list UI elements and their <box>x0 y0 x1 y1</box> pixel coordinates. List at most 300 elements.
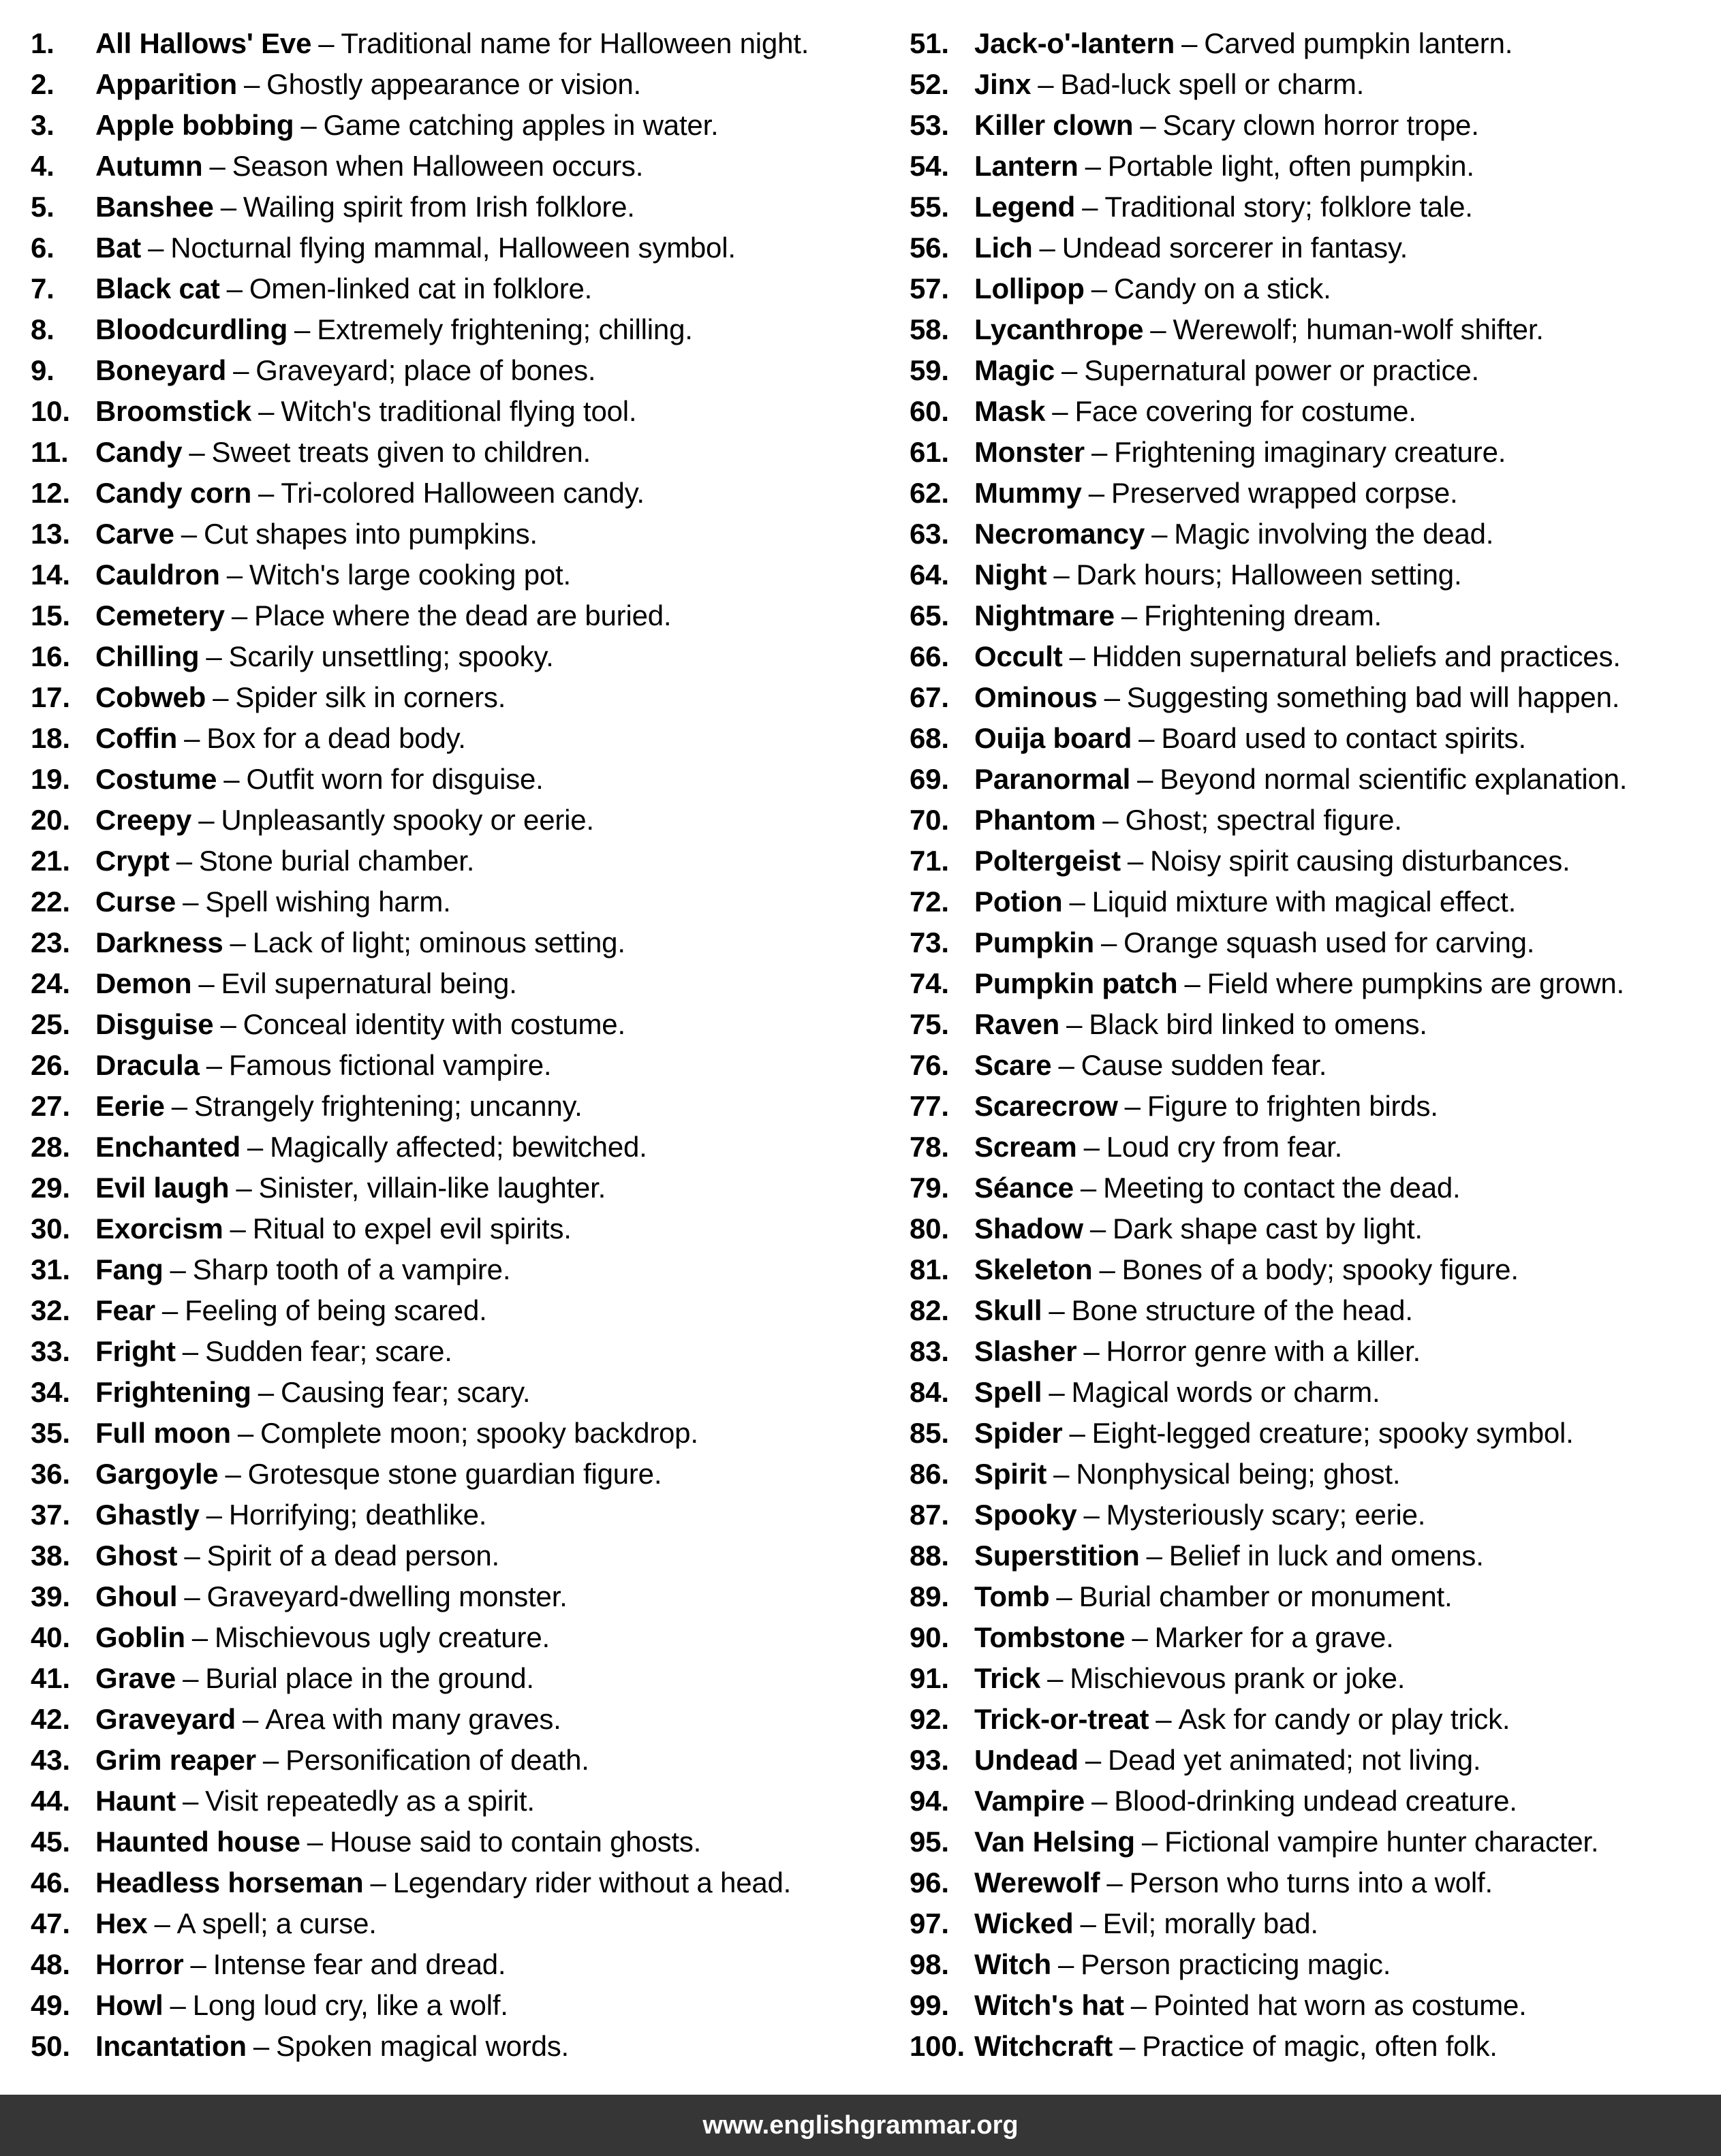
item-number: 6. <box>31 232 55 264</box>
item-number: 31. <box>31 1253 70 1285</box>
item-separator: – <box>1137 763 1153 795</box>
item-number: 70. <box>910 804 949 836</box>
item-number: 89. <box>910 1580 949 1612</box>
item-definition: Outfit worn for disguise. <box>246 763 544 795</box>
item-term: Monster <box>974 436 1085 468</box>
item-term: Graveyard <box>95 1703 236 1735</box>
item-separator: – <box>198 804 215 836</box>
item-term: Spider <box>974 1417 1063 1449</box>
item-term: Enchanted <box>95 1131 241 1163</box>
list-item <box>910 23 1721 64</box>
list-item <box>910 677 1721 718</box>
item-definition: Extremely frightening; chilling. <box>317 313 693 345</box>
item-term: Cauldron <box>95 559 220 591</box>
item-term: Poltergeist <box>974 845 1121 877</box>
item-number: 81. <box>910 1253 949 1285</box>
item-number: 88. <box>910 1540 949 1572</box>
list-item <box>910 1944 1721 1985</box>
item-separator: – <box>1085 150 1101 182</box>
list-item <box>31 350 910 391</box>
item-definition: Sinister, villain-like laughter. <box>258 1172 606 1204</box>
item-term: Costume <box>95 763 217 795</box>
item-term: Candy <box>95 436 183 468</box>
item-definition: Scary clown horror trope. <box>1162 109 1479 141</box>
item-separator: – <box>183 886 199 918</box>
item-separator: – <box>258 477 275 509</box>
item-number: 83. <box>910 1335 949 1367</box>
item-separator: – <box>1091 1785 1108 1817</box>
item-separator: – <box>236 1172 252 1204</box>
item-separator: – <box>1057 1948 1074 1980</box>
item-separator: – <box>1088 477 1104 509</box>
item-term: Ghost <box>95 1540 178 1572</box>
item-term: Incantation <box>95 2030 247 2062</box>
item-term: Fear <box>95 1294 155 1326</box>
list-item <box>910 718 1721 759</box>
item-definition: Undead sorcerer in fantasy. <box>1061 232 1408 264</box>
list-item <box>910 759 1721 800</box>
item-separator: – <box>1047 1662 1064 1694</box>
item-number: 25. <box>31 1008 70 1040</box>
list-item <box>910 1495 1721 1535</box>
list-item <box>31 1699 910 1740</box>
item-definition: Horror genre with a killer. <box>1106 1335 1421 1367</box>
item-definition: Box for a dead body. <box>206 722 466 754</box>
item-term: Gargoyle <box>95 1458 219 1490</box>
item-definition: Bone structure of the head. <box>1071 1294 1413 1326</box>
item-separator: – <box>237 1417 253 1449</box>
word-list-column-left <box>31 23 910 2067</box>
list-item <box>31 1454 910 1495</box>
item-number: 26. <box>31 1049 70 1081</box>
item-definition: Horrifying; deathlike. <box>228 1499 487 1531</box>
item-definition: Field where pumpkins are grown. <box>1207 967 1625 999</box>
list-item <box>910 64 1721 105</box>
item-definition: Sharp tooth of a vampire. <box>192 1253 511 1285</box>
item-number: 10. <box>31 395 70 427</box>
item-separator: – <box>1100 926 1117 958</box>
item-number: 15. <box>31 599 70 631</box>
item-separator: – <box>181 518 197 550</box>
item-definition: Burial chamber or monument. <box>1079 1580 1453 1612</box>
list-item <box>31 1249 910 1290</box>
item-definition: Tri-colored Halloween candy. <box>281 477 645 509</box>
item-term: Mask <box>974 395 1046 427</box>
item-number: 50. <box>31 2030 70 2062</box>
item-term: Chilling <box>95 640 200 672</box>
item-definition: Black bird linked to omens. <box>1089 1008 1427 1040</box>
item-separator: – <box>1049 1294 1065 1326</box>
item-number: 29. <box>31 1172 70 1204</box>
item-term: Grim reaper <box>95 1744 256 1776</box>
item-separator: – <box>1058 1049 1074 1081</box>
item-separator: – <box>161 1294 179 1326</box>
item-separator: – <box>230 1213 246 1245</box>
item-separator: – <box>294 313 311 345</box>
item-number: 54. <box>910 150 949 182</box>
item-separator: – <box>184 1540 200 1572</box>
list-item <box>910 963 1721 1004</box>
item-separator: – <box>1083 1131 1100 1163</box>
list-item <box>910 473 1721 514</box>
item-definition: Person who turns into a wolf. <box>1129 1866 1493 1899</box>
item-term: Hex <box>95 1907 148 1939</box>
item-term: Scare <box>974 1049 1052 1081</box>
item-term: Carve <box>95 518 174 550</box>
footer-website-link[interactable]: www.englishgrammar.org <box>702 2110 1019 2140</box>
item-number: 32. <box>31 1294 70 1326</box>
item-term: Dracula <box>95 1049 200 1081</box>
item-number: 99. <box>910 1989 949 2021</box>
list-item <box>31 1658 910 1699</box>
item-number: 23. <box>31 926 70 958</box>
item-separator: – <box>1085 1744 1101 1776</box>
item-definition: Long loud cry, like a wolf. <box>192 1989 508 2021</box>
item-separator: – <box>1066 1008 1083 1040</box>
item-definition: Omen-linked cat in folklore. <box>249 272 593 304</box>
item-number: 82. <box>910 1294 949 1326</box>
item-separator: – <box>1104 681 1120 713</box>
list-item <box>31 1822 910 1862</box>
item-separator: – <box>247 1131 264 1163</box>
item-separator: – <box>170 1253 186 1285</box>
item-number: 51. <box>910 27 949 59</box>
item-term: Cobweb <box>95 681 206 713</box>
item-number: 79. <box>910 1172 949 1204</box>
item-separator: – <box>223 763 240 795</box>
list-item <box>31 718 910 759</box>
item-definition: Wailing spirit from Irish folklore. <box>243 191 635 223</box>
item-separator: – <box>184 722 200 754</box>
list-item <box>910 1740 1721 1781</box>
item-separator: – <box>1053 559 1070 591</box>
list-item <box>910 1617 1721 1658</box>
item-term: Headless horseman <box>95 1866 364 1899</box>
item-definition: Season when Halloween occurs. <box>232 150 644 182</box>
item-number: 91. <box>910 1662 949 1694</box>
item-term: Raven <box>974 1008 1060 1040</box>
item-definition: Suggesting something bad will happen. <box>1126 681 1620 713</box>
item-term: Bloodcurdling <box>95 313 288 345</box>
item-definition: Noisy spirit causing disturbances. <box>1150 845 1570 877</box>
item-definition: Fictional vampire hunter character. <box>1164 1826 1599 1858</box>
item-definition: Loud cry from fear. <box>1106 1131 1343 1163</box>
item-definition: Sweet treats given to children. <box>211 436 591 468</box>
list-item <box>31 1086 910 1127</box>
item-term: Potion <box>974 886 1063 918</box>
list-item <box>31 759 910 800</box>
item-number: 85. <box>910 1417 949 1449</box>
list-item <box>31 1331 910 1372</box>
item-number: 39. <box>31 1580 70 1612</box>
item-term: Eerie <box>95 1090 165 1122</box>
item-number: 40. <box>31 1621 70 1653</box>
item-definition: Ritual to expel evil spirits. <box>252 1213 572 1245</box>
item-definition: Feeling of being scared. <box>185 1294 487 1326</box>
item-term: Apple bobbing <box>95 109 294 141</box>
item-term: Bat <box>95 232 142 264</box>
item-term: Paranormal <box>974 763 1131 795</box>
list-item <box>910 1413 1721 1454</box>
item-definition: Game catching apples in water. <box>323 109 719 141</box>
item-number: 21. <box>31 845 70 877</box>
list-item <box>910 1781 1721 1822</box>
item-separator: – <box>1053 1458 1070 1490</box>
item-separator: – <box>189 436 205 468</box>
item-definition: Person practicing magic. <box>1081 1948 1391 1980</box>
item-term: Curse <box>95 886 176 918</box>
item-number: 18. <box>31 722 70 754</box>
item-term: Séance <box>974 1172 1074 1204</box>
item-separator: – <box>1052 395 1068 427</box>
item-term: Shadow <box>974 1213 1083 1245</box>
item-number: 7. <box>31 272 55 304</box>
list-item <box>910 922 1721 963</box>
list-item <box>910 1249 1721 1290</box>
word-list-column-right <box>910 23 1721 2067</box>
item-definition: Conceal identity with costume. <box>243 1008 625 1040</box>
item-term: Mummy <box>974 477 1082 509</box>
item-term: Howl <box>95 1989 164 2021</box>
item-definition: Meeting to contact the dead. <box>1103 1172 1461 1204</box>
list-item <box>910 105 1721 146</box>
list-item <box>31 1208 910 1249</box>
item-number: 97. <box>910 1907 949 1939</box>
item-term: Banshee <box>95 191 214 223</box>
item-definition: Witch's large cooking pot. <box>249 559 571 591</box>
item-number: 43. <box>31 1744 70 1776</box>
item-definition: Mysteriously scary; eerie. <box>1106 1499 1426 1531</box>
item-number: 76. <box>910 1049 949 1081</box>
item-definition: Ghostly appearance or vision. <box>266 68 641 100</box>
item-separator: – <box>1146 1540 1162 1572</box>
item-number: 93. <box>910 1744 949 1776</box>
item-definition: Causing fear; scary. <box>280 1376 531 1408</box>
list-item <box>910 1004 1721 1045</box>
item-number: 5. <box>31 191 55 223</box>
item-number: 73. <box>910 926 949 958</box>
item-separator: – <box>1083 1335 1100 1367</box>
item-term: Cemetery <box>95 599 225 631</box>
item-term: Creepy <box>95 804 192 836</box>
item-definition: Legendary rider without a head. <box>392 1866 792 1899</box>
item-term: Demon <box>95 967 192 999</box>
item-number: 94. <box>910 1785 949 1817</box>
item-separator: – <box>1156 1703 1172 1735</box>
list-item <box>31 1985 910 2026</box>
item-number: 90. <box>910 1621 949 1653</box>
item-number: 8. <box>31 313 55 345</box>
item-separator: – <box>262 1744 279 1776</box>
item-definition: Preserved wrapped corpse. <box>1111 477 1458 509</box>
item-separator: – <box>1138 722 1155 754</box>
item-term: Pumpkin patch <box>974 967 1178 999</box>
list-item <box>910 1862 1721 1903</box>
item-number: 20. <box>31 804 70 836</box>
item-separator: – <box>1083 1499 1100 1531</box>
item-number: 22. <box>31 886 70 918</box>
item-term: Autumn <box>95 150 203 182</box>
item-term: Night <box>974 559 1047 591</box>
item-term: Coffin <box>95 722 178 754</box>
item-term: Occult <box>974 640 1063 672</box>
item-term: Disguise <box>95 1008 214 1040</box>
item-definition: Graveyard; place of bones. <box>255 354 596 386</box>
item-definition: Spell wishing harm. <box>205 886 451 918</box>
list-item <box>31 105 910 146</box>
item-number: 4. <box>31 150 55 182</box>
item-number: 75. <box>910 1008 949 1040</box>
item-term: Tomb <box>974 1580 1050 1612</box>
item-definition: Evil supernatural being. <box>221 967 517 999</box>
list-item <box>910 1127 1721 1168</box>
item-definition: Visit repeatedly as a spirit. <box>205 1785 535 1817</box>
item-definition: Carved pumpkin lantern. <box>1204 27 1513 59</box>
item-separator: – <box>1119 2030 1136 2062</box>
item-term: Full moon <box>95 1417 231 1449</box>
item-definition: Complete moon; spooky backdrop. <box>260 1417 698 1449</box>
list-item <box>31 391 910 432</box>
item-term: Grave <box>95 1662 176 1694</box>
list-item <box>31 1862 910 1903</box>
list-item <box>31 963 910 1004</box>
list-item <box>31 1045 910 1086</box>
item-separator: – <box>1091 272 1107 304</box>
item-separator: – <box>1082 191 1098 223</box>
item-number: 37. <box>31 1499 70 1531</box>
item-number: 34. <box>31 1376 70 1408</box>
item-definition: Spirit of a dead person. <box>206 1540 499 1572</box>
item-term: Wicked <box>974 1907 1074 1939</box>
list-item <box>910 1331 1721 1372</box>
list-item <box>910 881 1721 922</box>
item-number: 87. <box>910 1499 949 1531</box>
list-item <box>31 473 910 514</box>
list-item <box>910 2026 1721 2067</box>
item-term: Nightmare <box>974 599 1115 631</box>
item-separator: – <box>1049 1376 1065 1408</box>
item-separator: – <box>307 1826 323 1858</box>
item-separator: – <box>176 845 192 877</box>
item-term: Lantern <box>974 150 1079 182</box>
item-term: Phantom <box>974 804 1096 836</box>
item-term: Broomstick <box>95 395 252 427</box>
item-definition: Spider silk in corners. <box>235 681 506 713</box>
list-item <box>31 228 910 268</box>
item-term: Magic <box>974 354 1055 386</box>
item-definition: Werewolf; human-wolf shifter. <box>1173 313 1544 345</box>
item-term: Spooky <box>974 1499 1077 1531</box>
item-definition: Figure to frighten birds. <box>1147 1090 1438 1122</box>
item-separator: – <box>1069 886 1085 918</box>
list-item <box>31 1127 910 1168</box>
list-item <box>31 554 910 595</box>
list-item <box>31 1004 910 1045</box>
footer-bar <box>0 2095 1721 2156</box>
item-term: Exorcism <box>95 1213 223 1245</box>
item-separator: – <box>318 27 335 59</box>
item-definition: Area with many graves. <box>265 1703 561 1735</box>
item-definition: Magic involving the dead. <box>1174 518 1494 550</box>
item-definition: Board used to contact spirits. <box>1161 722 1526 754</box>
list-item <box>910 800 1721 841</box>
item-separator: – <box>171 1090 187 1122</box>
list-item <box>910 1535 1721 1576</box>
item-term: Trick <box>974 1662 1041 1694</box>
item-separator: – <box>1080 1907 1096 1939</box>
item-definition: Lack of light; ominous setting. <box>252 926 625 958</box>
item-definition: Dark hours; Halloween setting. <box>1076 559 1462 591</box>
item-number: 57. <box>910 272 949 304</box>
item-term: Werewolf <box>974 1866 1100 1899</box>
item-definition: Marker for a grave. <box>1154 1621 1394 1653</box>
item-number: 17. <box>31 681 70 713</box>
item-separator: – <box>1069 640 1085 672</box>
list-item <box>31 800 910 841</box>
item-definition: Practice of magic, often folk. <box>1142 2030 1498 2062</box>
item-definition: Ghost; spectral figure. <box>1125 804 1402 836</box>
list-item <box>910 1903 1721 1944</box>
item-number: 24. <box>31 967 70 999</box>
item-term: Killer clown <box>974 109 1134 141</box>
item-number: 45. <box>31 1826 70 1858</box>
list-item <box>31 636 910 677</box>
item-definition: Dead yet animated; not living. <box>1108 1744 1481 1776</box>
list-item <box>910 1658 1721 1699</box>
item-number: 44. <box>31 1785 70 1817</box>
list-item <box>910 514 1721 554</box>
item-separator: – <box>148 232 164 264</box>
item-definition: Frightening imaginary creature. <box>1114 436 1506 468</box>
list-item <box>910 268 1721 309</box>
list-item <box>910 595 1721 636</box>
item-definition: Ask for candy or play trick. <box>1178 1703 1510 1735</box>
item-number: 62. <box>910 477 949 509</box>
list-item <box>31 64 910 105</box>
item-separator: – <box>230 926 246 958</box>
item-term: Pumpkin <box>974 926 1094 958</box>
item-definition: Cause sudden fear. <box>1081 1049 1327 1081</box>
item-separator: – <box>1141 1826 1158 1858</box>
item-term: Haunted house <box>95 1826 300 1858</box>
item-number: 33. <box>31 1335 70 1367</box>
list-item <box>31 1944 910 1985</box>
item-definition: Eight-legged creature; spooky symbol. <box>1091 1417 1574 1449</box>
item-number: 9. <box>31 354 55 386</box>
item-number: 2. <box>31 68 55 100</box>
list-item <box>31 1576 910 1617</box>
item-term: All Hallows' Eve <box>95 27 312 59</box>
item-term: Fright <box>95 1335 176 1367</box>
item-separator: – <box>1089 1213 1106 1245</box>
item-definition: A spell; a curse. <box>176 1907 377 1939</box>
item-definition: Stone burial chamber. <box>198 845 475 877</box>
item-separator: – <box>170 1989 186 2021</box>
item-separator: – <box>258 395 275 427</box>
list-item <box>910 554 1721 595</box>
item-number: 71. <box>910 845 949 877</box>
item-number: 38. <box>31 1540 70 1572</box>
list-item <box>910 841 1721 881</box>
item-definition: Cut shapes into pumpkins. <box>203 518 538 550</box>
item-separator: – <box>154 1907 170 1939</box>
item-term: Skeleton <box>974 1253 1093 1285</box>
item-number: 86. <box>910 1458 949 1490</box>
item-definition: Spoken magical words. <box>275 2030 569 2062</box>
item-number: 67. <box>910 681 949 713</box>
item-separator: – <box>253 2030 269 2062</box>
item-definition: House said to contain ghosts. <box>329 1826 702 1858</box>
